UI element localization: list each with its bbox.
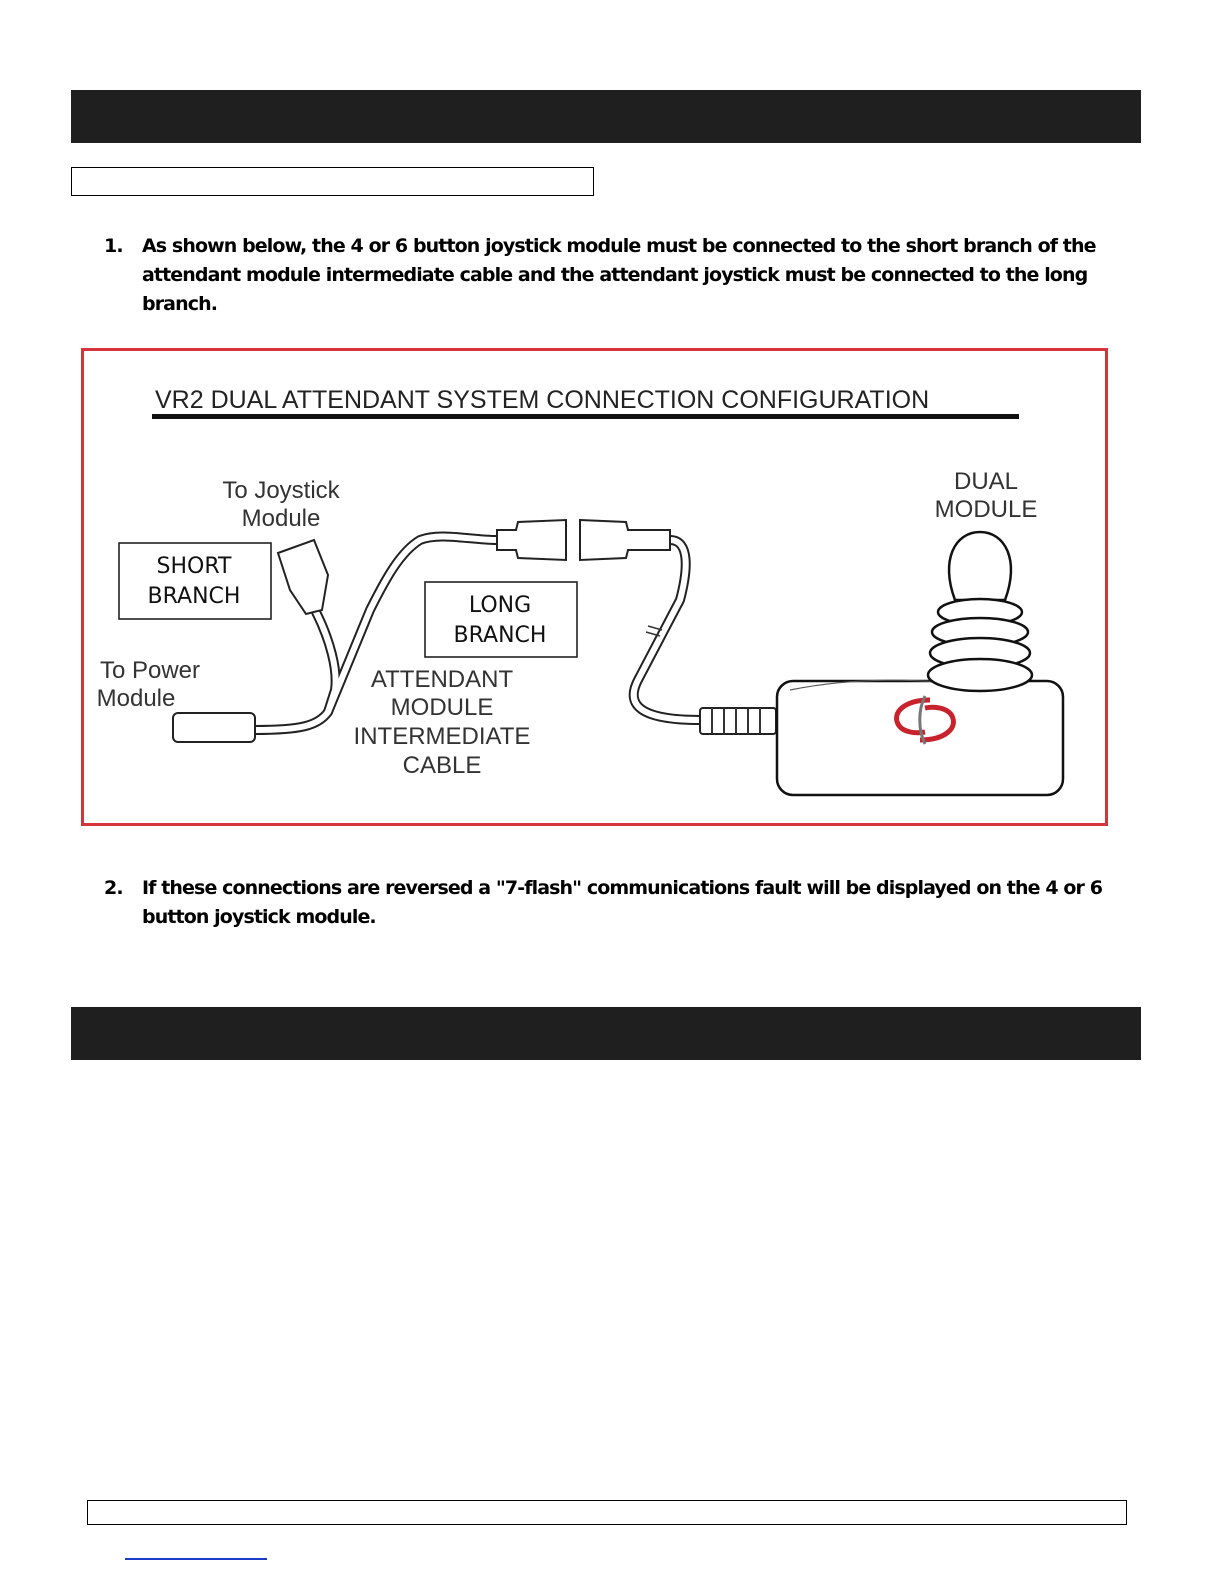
step-text: As shown below, the 4 or 6 button joystick module must be connected to the short branch of the attendant module intermediate cable and the attendant joystick must be connected to the long branch. bbox=[142, 235, 1096, 315]
module-cable-plug bbox=[580, 520, 670, 560]
step-2 bbox=[104, 874, 1104, 932]
joystick-connector bbox=[278, 540, 328, 614]
long-branch-label: LONG bbox=[468, 593, 532, 618]
power-connector bbox=[173, 713, 255, 742]
footer-link-underline[interactable] bbox=[125, 1558, 267, 1560]
to-power-label: To Power bbox=[99, 657, 201, 684]
to-joystick-label: To Joystick bbox=[222, 477, 340, 504]
step-number: 2. bbox=[104, 877, 123, 899]
step-number: 1. bbox=[104, 235, 123, 257]
attendant-cable-label: CABLE bbox=[402, 752, 482, 779]
short-branch-label: SHORT bbox=[156, 554, 232, 579]
title-underline bbox=[152, 414, 1019, 419]
attendant-cable-label: ATTENDANT bbox=[370, 666, 514, 693]
attendant-joystick bbox=[928, 532, 1032, 691]
step-text: If these connections are reversed a "7-flash" communications fault will be displayed on the 4 or 6 button joystick module. bbox=[142, 877, 1103, 928]
attendant-cable-label: INTERMEDIATE bbox=[353, 723, 531, 750]
section-header-bar bbox=[71, 1007, 1141, 1060]
attendant-cable-label: MODULE bbox=[390, 694, 494, 721]
dual-module-label: MODULE bbox=[934, 496, 1038, 523]
to-power-label: Module bbox=[96, 685, 176, 712]
diagram-title: VR2 DUAL ATTENDANT SYSTEM CONNECTION CONFIGURATION bbox=[155, 386, 930, 414]
long-branch-label: BRANCH bbox=[453, 623, 547, 648]
dual-module-label: DUAL bbox=[953, 468, 1019, 495]
to-joystick-label: Module bbox=[241, 505, 321, 532]
long-branch-plug bbox=[497, 520, 566, 560]
short-branch-label: BRANCH bbox=[147, 584, 241, 609]
footer-box bbox=[87, 1500, 1127, 1525]
